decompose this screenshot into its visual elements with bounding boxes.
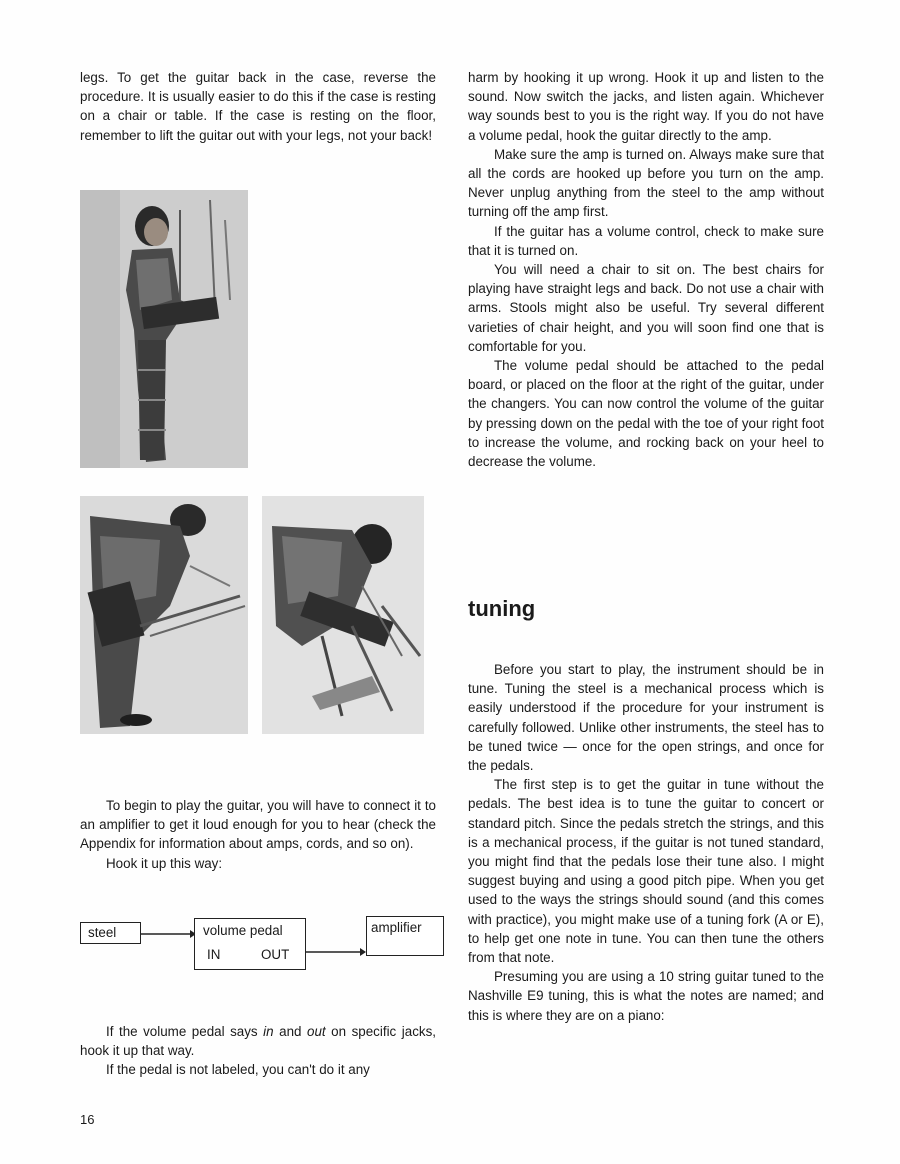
left-column-bottom-text — [80, 796, 436, 873]
photo-man-setting-up-guitar — [262, 496, 424, 734]
paragraph: Hook it up this way: — [106, 855, 223, 871]
in-label: IN — [207, 947, 221, 962]
emphasis-in: in — [263, 1024, 274, 1039]
paragraph: The first step is to get the guitar in tune without the pedals. The best idea is to tune the guitar to concert or standard pitch. Since the pedals stretch the strings, and this is a mechanical process, if the guitar is not tuned standard, you might find that the pedals lose their tune also. I might suggest buying and using a good pitch pipe. When you get used to the ways the strings should sound (and this comes with practice), you might make use of a tuning fork (A or E), to help get one note in tune. You can then tune the others from that note. — [468, 777, 824, 966]
paragraph — [80, 1022, 436, 1060]
paragraph: Presuming you are using a 10 string guitar tuned to the Nashville E9 tuning, this is what the notes are named; and this is where they are on a piano: — [468, 969, 824, 1023]
photo-man-bending-with-guitar — [80, 496, 248, 734]
volume-pedal-box — [194, 918, 306, 970]
emphasis-out: out — [307, 1024, 326, 1039]
text-run: on specific jacks, hook it up that way. — [80, 1024, 436, 1059]
volume-pedal-label: volume pedal — [203, 923, 283, 938]
steel-label: steel — [88, 925, 117, 940]
hookup-diagram — [80, 912, 440, 976]
paragraph: If the pedal is not labeled, you can't do it any — [106, 1062, 370, 1078]
left-column-bottom2-text — [80, 1022, 436, 1080]
amplifier-box — [366, 916, 444, 956]
paragraph: You will need a chair to sit on. The best chairs for playing have straight legs and back. Do not use a chair with arms. Stools might also be useful. Try several different varieties of chair height, and you will soon find one that is comfortable for you. — [468, 262, 824, 354]
section-heading-tuning: tuning — [468, 596, 536, 621]
paragraph: If the guitar has a volume control, check to make sure that it is turned on. — [468, 223, 824, 258]
paragraph: legs. To get the guitar back in the case, reverse the procedure. It is usually easier to do this if the case is resting on a chair or table. If the case is resting on the floor, remember to lift the guitar out with your legs, not your back! — [80, 70, 436, 143]
text-run: and — [273, 1024, 308, 1039]
paragraph: The volume pedal should be attached to the pedal board, or placed on the floor at the right of the guitar, under the changers. You can now control the volume of the guitar by pressing down on the pedal with the toe of your right foot to increase the volume, and rocking back on your heel to decrease the volume. — [468, 358, 824, 470]
right-column-top-text — [468, 68, 824, 471]
paragraph: To begin to play the guitar, you will have to connect it to an amplifier to get it loud enough for you to hear (check the Appendix for information about amps, cords, and so on). — [80, 798, 436, 852]
right-column-bottom-text — [468, 660, 824, 1025]
photo-man-lifting-guitar — [80, 190, 248, 468]
steel-box — [80, 922, 141, 944]
paragraph: Make sure the amp is turned on. Always make sure that all the cords are hooked up before you turn on the amp. Never unplug anything from the steel to the amp without turning off the amp first. — [468, 146, 824, 220]
amplifier-label: amplifier — [371, 920, 422, 935]
paragraph: Before you start to play, the instrument should be in tune. Tuning the steel is a mechanical process which is easily understood if the procedure for your instrument is carefully followed. Unlike other instruments, the steel has to be tuned twice — once for the open strings, and once for the pedals. — [468, 662, 824, 774]
page-number: 16 — [80, 1112, 95, 1127]
paragraph: harm by hooking it up wrong. Hook it up and listen to the sound. Now switch the jacks, and listen again. Whichever way sounds best to you is the right way. If you do not have a volume pedal, hook the guitar directly to the amp. — [468, 70, 824, 143]
out-label: OUT — [261, 947, 290, 962]
text-run: If the volume pedal says — [106, 1024, 264, 1039]
left-column-top-text — [80, 68, 436, 145]
